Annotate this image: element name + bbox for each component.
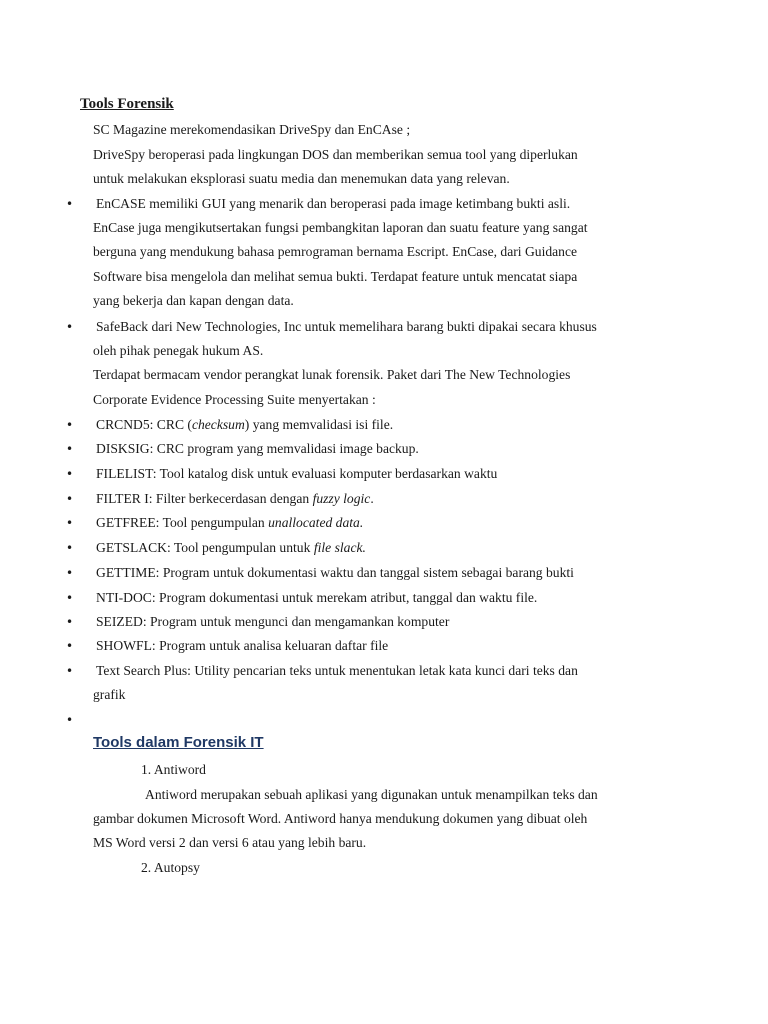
paragraph-line: berguna yang mendukung bahasa pemrograman bernama Escript. EnCase, dari Guidance — [93, 244, 578, 259]
paragraph-line: DriveSpy beroperasi pada lingkungan DOS dan memberikan semua tool yang diperlukan — [93, 147, 578, 162]
bullet-marker: • — [66, 516, 74, 530]
bullet-marker: • — [66, 418, 74, 432]
list-text: GETFREE: Tool pengumpulan — [96, 515, 269, 530]
bullet-marker: • — [66, 591, 74, 605]
bullet-marker: • — [66, 442, 74, 456]
list-text: ) yang memvalidasi isi file. — [244, 417, 394, 432]
list-text-italic: file slack. — [313, 540, 366, 555]
list-text-italic: fuzzy logic — [312, 491, 371, 506]
bullet-marker: • — [66, 492, 74, 506]
list-item-showfl: SHOWFL: Program untuk analisa keluaran daftar file — [96, 638, 389, 653]
numbered-item: 1. Antiword — [141, 762, 206, 777]
paragraph-line: yang bekerja dan kapan dengan data. — [93, 293, 294, 308]
bullet-marker: • — [66, 639, 74, 653]
bullet-marker: • — [66, 197, 74, 211]
bullet-marker: • — [66, 615, 74, 629]
paragraph-line: MS Word versi 2 dan versi 6 atau yang lebih baru. — [93, 835, 367, 850]
bullet-marker: • — [66, 713, 74, 727]
paragraph-line: Software bisa mengelola dan melihat semua bukti. Terdapat feature untuk mencatat siapa — [93, 269, 578, 284]
list-item-seized: SEIZED: Program untuk mengunci dan mengamankan komputer — [96, 614, 450, 629]
list-text: . — [370, 491, 374, 506]
paragraph-line: SC Magazine merekomendasikan DriveSpy dan EnCAse ; — [93, 122, 411, 137]
list-item-crcnd5 — [96, 416, 393, 434]
paragraph-line: oleh pihak penegak hukum AS. — [93, 343, 264, 358]
list-text-italic: unallocated data. — [268, 515, 364, 530]
bullet-marker: • — [66, 320, 74, 334]
page-title: Tools Forensik — [80, 96, 174, 112]
paragraph-line: grafik — [93, 687, 126, 702]
bullet-marker: • — [66, 541, 74, 555]
paragraph-line: Terdapat bermacam vendor perangkat lunak forensik. Paket dari The New Technologies — [93, 367, 571, 382]
list-item-safeback: SafeBack dari New Technologies, Inc untuk memelihara barang bukti dipakai secara khusus — [96, 319, 597, 334]
list-text: FILTER I: Filter berkecerdasan dengan — [96, 491, 313, 506]
list-item-getfree — [96, 514, 363, 532]
list-text: CRCND5: CRC ( — [96, 417, 192, 432]
bullet-marker: • — [66, 566, 74, 580]
bullet-marker: • — [66, 664, 74, 678]
paragraph-line: untuk melakukan eksplorasi suatu media dan menemukan data yang relevan. — [93, 171, 510, 186]
paragraph-line: EnCase juga mengikutsertakan fungsi pembangkitan laporan dan suatu feature yang sangat — [93, 220, 588, 235]
numbered-item: 2. Autopsy — [141, 860, 200, 875]
list-item-disksig: DISKSIG: CRC program yang memvalidasi image backup. — [96, 441, 419, 456]
list-text: GETSLACK: Tool pengumpulan untuk — [96, 540, 314, 555]
section-heading: Tools dalam Forensik IT — [93, 734, 264, 751]
list-item-filelist: FILELIST: Tool katalog disk untuk evaluasi komputer berdasarkan waktu — [96, 466, 498, 481]
list-item-ntidoc: NTI-DOC: Program dokumentasi untuk merekam atribut, tanggal dan waktu file. — [96, 590, 538, 605]
paragraph-line: gambar dokumen Microsoft Word. Antiword hanya mendukung dokumen yang dibuat oleh — [93, 811, 588, 826]
list-item-filter — [96, 490, 374, 508]
list-item-textsearch: Text Search Plus: Utility pencarian teks untuk menentukan letak kata kunci dari teks dan — [96, 663, 578, 678]
list-item-encase: EnCASE memiliki GUI yang menarik dan beroperasi pada image ketimbang bukti asli. — [96, 196, 571, 211]
bullet-marker: • — [66, 467, 74, 481]
list-text-italic: checksum — [191, 417, 245, 432]
paragraph-line: Antiword merupakan sebuah aplikasi yang digunakan untuk menampilkan teks dan — [145, 787, 598, 802]
list-item-getslack — [96, 539, 366, 557]
paragraph-line: Corporate Evidence Processing Suite menyertakan : — [93, 392, 376, 407]
list-item-gettime: GETTIME: Program untuk dokumentasi waktu dan tanggal sistem sebagai barang bukti — [96, 565, 574, 580]
